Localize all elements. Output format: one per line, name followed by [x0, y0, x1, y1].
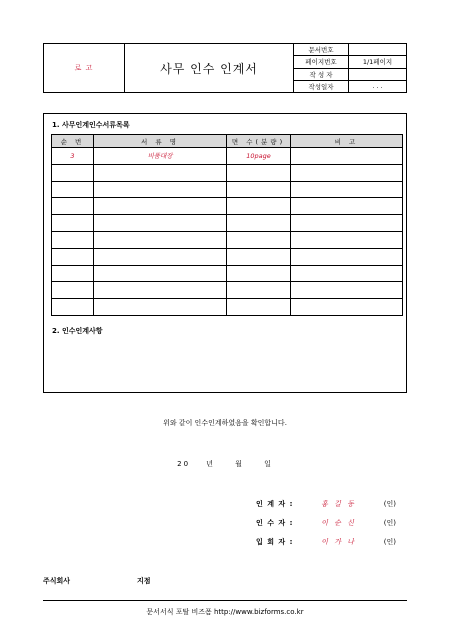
cell-remarks: [291, 181, 403, 198]
date-year: 20: [177, 460, 191, 468]
cell-seq: [52, 215, 94, 232]
cell-remarks: [291, 198, 403, 215]
cell-page-count: [227, 265, 291, 282]
cell-doc-name: [94, 299, 227, 316]
footer-divider: [43, 600, 407, 601]
signature-label: 입 회 자 :: [256, 538, 294, 546]
cell-page-count: 10page: [227, 148, 291, 165]
main-section-box: [43, 113, 407, 393]
cell-remarks: [291, 248, 403, 265]
cell-doc-name: [94, 198, 227, 215]
cell-seq: [52, 164, 94, 181]
cell-seq: [52, 198, 94, 215]
table-row: [52, 181, 403, 198]
meta-value: 1/1페이지: [362, 58, 393, 67]
signature-seal: (인): [383, 500, 396, 508]
meta-row-date: [294, 81, 406, 92]
date-year-unit: 년: [206, 460, 215, 468]
signature-row-receiver: [256, 518, 396, 528]
logo-cell: 로 고: [44, 44, 125, 92]
column-header-remarks: 비 고: [291, 135, 403, 148]
meta-label: 작 성 자: [294, 69, 349, 80]
signature-name: 이 가 나: [321, 538, 356, 546]
meta-row-author: [294, 69, 406, 81]
document-list-table: [51, 134, 403, 316]
column-header-seq: 순 번: [52, 135, 94, 148]
signature-label: 인 계 자 :: [256, 500, 294, 508]
cell-page-count: [227, 248, 291, 265]
table-header-row: [52, 135, 403, 148]
document-title: 사무 인수 인계서: [125, 44, 294, 92]
signature-row-witness: [256, 537, 396, 547]
footer-text: 문서서식 포탈 비즈폼 http://www.bizforms.co.kr: [146, 608, 304, 616]
cell-seq: [52, 231, 94, 248]
section1-title: 1. 사무인계인수서류목록: [52, 121, 130, 129]
signature-label: 인 수 자 :: [256, 519, 294, 527]
signature-seal: (인): [383, 519, 396, 527]
meta-value: . . .: [372, 82, 383, 91]
cell-page-count: [227, 299, 291, 316]
cell-seq: [52, 299, 94, 316]
cell-seq: 3: [52, 148, 94, 165]
meta-label: 페이지번호: [294, 56, 349, 67]
cell-page-count: [227, 164, 291, 181]
signature-name: 이 순 신: [321, 519, 356, 527]
table-row: [52, 231, 403, 248]
signature-seal: (인): [383, 538, 396, 546]
document-meta: [294, 44, 406, 92]
table-row: [52, 248, 403, 265]
company-label: 주식회사: [43, 577, 71, 585]
date-month-unit: 월: [235, 460, 244, 468]
table-row: [52, 215, 403, 232]
signature-name: 홍 길 동: [321, 500, 356, 508]
cell-doc-name: [94, 248, 227, 265]
cell-seq: [52, 181, 94, 198]
cell-doc-name: [94, 265, 227, 282]
section2-title: 2. 인수인계사항: [52, 327, 103, 335]
meta-row-page-number: [294, 56, 406, 68]
cell-remarks: [291, 299, 403, 316]
cell-remarks: [291, 231, 403, 248]
confirmation-text: 위와 같이 인수인계하였음을 확인합니다.: [163, 419, 287, 427]
meta-value: [349, 44, 406, 55]
cell-remarks: [291, 164, 403, 181]
meta-label: 문서번호: [294, 44, 349, 55]
meta-row-doc-number: [294, 44, 406, 56]
cell-doc-name: [94, 282, 227, 299]
table-row: [52, 164, 403, 181]
cell-doc-name: [94, 215, 227, 232]
cell-remarks: [291, 265, 403, 282]
cell-remarks: [291, 215, 403, 232]
column-header-doc-name: 서 류 명: [94, 135, 227, 148]
table-row: [52, 198, 403, 215]
cell-doc-name: 비품대장: [94, 148, 227, 165]
cell-remarks: [291, 148, 403, 165]
signature-row-handover: [256, 499, 396, 509]
table-row: [52, 265, 403, 282]
cell-page-count: [227, 181, 291, 198]
cell-doc-name: [94, 181, 227, 198]
cell-page-count: [227, 215, 291, 232]
column-header-page-count: 면 수(분량): [227, 135, 291, 148]
table-row: [52, 282, 403, 299]
table-row: [52, 148, 403, 165]
table-body: [52, 148, 403, 316]
date-line: [0, 459, 450, 469]
meta-label: 작성일자: [294, 81, 349, 92]
cell-doc-name: [94, 231, 227, 248]
date-day-unit: 일: [264, 460, 273, 468]
document-header: [43, 43, 407, 93]
cell-seq: [52, 282, 94, 299]
cell-seq: [52, 265, 94, 282]
cell-remarks: [291, 282, 403, 299]
cell-doc-name: [94, 164, 227, 181]
cell-page-count: [227, 231, 291, 248]
cell-page-count: [227, 282, 291, 299]
table-row: [52, 299, 403, 316]
cell-page-count: [227, 198, 291, 215]
meta-value: [349, 69, 406, 80]
branch-label: 지점: [137, 577, 151, 585]
cell-seq: [52, 248, 94, 265]
